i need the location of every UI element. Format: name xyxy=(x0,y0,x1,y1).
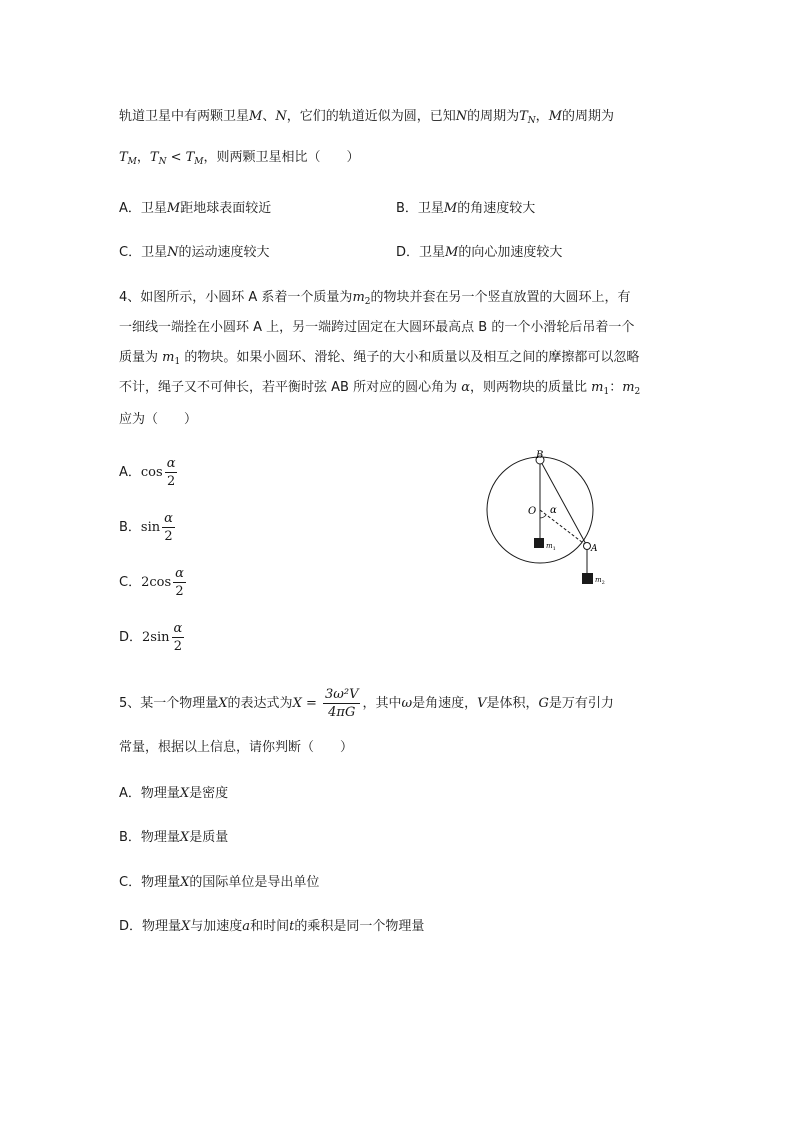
text: 与加速度 xyxy=(190,919,243,934)
var-x: X xyxy=(181,919,191,934)
q5-option-b xyxy=(119,828,228,848)
fraction xyxy=(162,510,175,545)
text: ： xyxy=(609,380,623,395)
var-x: X xyxy=(179,786,190,801)
subscript: N xyxy=(527,116,536,126)
q3-option-a xyxy=(119,199,271,219)
text: 是角速度， xyxy=(412,696,478,711)
var-x: X xyxy=(180,875,190,890)
q5-stem-line1 xyxy=(119,686,614,721)
numerator: α xyxy=(173,621,183,636)
text: 4、如图所示，小圆环 A 系着一个质量为 xyxy=(119,290,353,305)
text: A．物理量 xyxy=(119,786,180,801)
q4-stem-line5: 应为（ ） xyxy=(119,412,198,427)
text: D．卫星 xyxy=(396,245,446,260)
text: 的周期为 xyxy=(467,109,520,124)
subscript: 1 xyxy=(603,387,610,397)
denominator: 4πG xyxy=(328,705,356,720)
text: ，则两颗卫星相比（ ） xyxy=(203,150,360,165)
text: ，它们的轨道近似为圆，已知 xyxy=(286,109,456,124)
var: M xyxy=(445,245,459,260)
var-m: m xyxy=(591,380,604,395)
equation-fraction xyxy=(323,686,360,721)
text: C．卫星 xyxy=(119,245,168,260)
label-m1 xyxy=(546,542,556,552)
text: 轨道卫星中有两颗卫星 xyxy=(119,109,250,124)
text: B．卫星 xyxy=(396,201,444,216)
q4-option-c xyxy=(119,565,188,600)
numerator: α xyxy=(166,456,176,471)
var-t: t xyxy=(289,919,295,934)
var-n: N xyxy=(275,109,287,124)
option-label: D． xyxy=(119,630,143,645)
var-omega: ω xyxy=(401,696,413,711)
text: 的运动速度较大 xyxy=(178,245,270,260)
var-t: T xyxy=(119,150,128,165)
numerator: 3ω²V xyxy=(324,687,359,702)
text: 质量为 xyxy=(119,350,163,365)
text: ， xyxy=(535,109,549,124)
text: 的物块并套在另一个竖直放置的大圆环上，有 xyxy=(370,290,631,305)
q4-option-a xyxy=(119,455,179,490)
equation-lhs: X = xyxy=(292,696,321,711)
numerator: α xyxy=(175,566,184,581)
label-m1-base: m xyxy=(546,542,553,550)
q3-option-b xyxy=(396,199,535,219)
subscript: 1 xyxy=(174,357,181,367)
text: ，则两物块的质量比 xyxy=(470,380,592,395)
var-n: N xyxy=(455,109,468,124)
trig-function: sin xyxy=(150,630,170,645)
denominator: 2 xyxy=(164,529,173,544)
text: 5、某一个物理量 xyxy=(119,696,219,711)
text: 的表达式为 xyxy=(227,696,293,711)
block-m2 xyxy=(582,573,593,584)
coefficient: 2 xyxy=(141,575,150,590)
option-label: B． xyxy=(119,520,141,535)
label-m2 xyxy=(595,576,605,586)
text: 是体积， xyxy=(486,696,539,711)
text: D．物理量 xyxy=(119,919,182,934)
subscript: 2 xyxy=(364,297,371,307)
text: 、 xyxy=(262,109,276,124)
q3-stem-line2 xyxy=(119,148,360,172)
var-m: m xyxy=(162,350,175,365)
var: N xyxy=(167,245,179,260)
option-label: A． xyxy=(119,465,141,480)
var-m: m xyxy=(622,380,635,395)
q5-option-d xyxy=(119,917,424,937)
text: 是密度 xyxy=(189,786,229,801)
denominator: 2 xyxy=(175,584,184,599)
var-t: T xyxy=(519,109,528,124)
q3-option-c xyxy=(119,243,269,263)
var-alpha: α xyxy=(461,380,470,395)
q3-stem-line1 xyxy=(119,107,614,131)
var-m: m xyxy=(352,290,365,305)
var: M xyxy=(443,201,458,216)
var-t: T xyxy=(149,150,159,165)
text: 不计，绳子又不可伸长，若平衡时弦 AB 所对应的圆心角为 xyxy=(119,380,462,395)
q4-stem-line1 xyxy=(119,288,631,312)
label-b: B xyxy=(536,450,544,461)
denominator: 2 xyxy=(173,639,183,654)
text: 是质量 xyxy=(189,830,229,845)
q5-option-a xyxy=(119,784,228,804)
text: B．物理量 xyxy=(119,830,180,845)
subscript: M xyxy=(127,157,137,167)
trig-function: sin xyxy=(140,520,161,535)
text: ，其中 xyxy=(362,696,402,711)
text: A．卫星 xyxy=(119,201,167,216)
label-m2-sub: 2 xyxy=(601,580,605,586)
text: 的角速度较大 xyxy=(457,201,536,216)
subscript: M xyxy=(194,157,204,167)
coefficient: 2 xyxy=(142,630,151,645)
label-m2-base: m xyxy=(595,576,602,584)
trig-function: cos xyxy=(149,575,172,590)
q4-stem-line2: 一细线一端拴在小圆环 A 上，另一端跨过固定在大圆环最高点 B 的一个小滑轮后吊着一个 xyxy=(119,320,635,335)
var-v: V xyxy=(477,696,487,711)
q4-option-b xyxy=(119,510,177,545)
text: 的周期为 xyxy=(562,109,615,124)
radius-oa xyxy=(540,510,587,546)
block-m1 xyxy=(534,538,544,548)
fraction xyxy=(165,455,178,490)
ring-pulley-diagram xyxy=(470,448,620,593)
var: M xyxy=(166,201,181,216)
fraction xyxy=(173,565,186,600)
q4-stem-line4 xyxy=(119,378,640,402)
label-m1-sub: 1 xyxy=(552,546,556,552)
text: 的国际单位是导出单位 xyxy=(189,875,320,890)
fraction xyxy=(172,620,185,655)
subscript: N xyxy=(158,157,167,167)
var-x: X xyxy=(218,696,228,711)
q4-stem-line3 xyxy=(119,348,639,372)
label-o: O xyxy=(528,506,537,517)
text: C．物理量 xyxy=(119,875,181,890)
trig-function: cos xyxy=(140,465,163,480)
var-m: M xyxy=(249,109,263,124)
text: 和时间 xyxy=(250,919,290,934)
var-x: X xyxy=(179,830,190,845)
var-g: G xyxy=(538,696,549,711)
q4-option-d xyxy=(119,620,186,655)
q5-option-c xyxy=(119,873,319,893)
q5-stem-line2: 常量，根据以上信息，请你判断（ ） xyxy=(119,740,354,755)
text: 距地球表面较近 xyxy=(180,201,272,216)
denominator: 2 xyxy=(166,474,176,489)
subscript: 2 xyxy=(634,387,641,397)
label-alpha: α xyxy=(550,505,557,516)
text: ， xyxy=(136,150,150,165)
numerator: α xyxy=(164,511,173,526)
text: 的乘积是同一个物理量 xyxy=(294,919,425,934)
text: 的向心加速度较大 xyxy=(458,245,563,260)
string-ab xyxy=(540,460,587,546)
var-t: T xyxy=(185,150,195,165)
text: 的物块。如果小圆环、滑轮、绳子的大小和质量以及相互之间的摩擦都可以忽略 xyxy=(180,350,640,365)
angle-arc xyxy=(540,515,546,518)
q3-option-d xyxy=(396,243,562,263)
text: 是万有引力 xyxy=(548,696,614,711)
var-m: M xyxy=(548,109,562,124)
less-than: < xyxy=(166,150,186,165)
label-a: A xyxy=(591,544,598,554)
var-a: a xyxy=(242,919,251,934)
option-label: C． xyxy=(119,575,142,590)
small-ring-a xyxy=(584,543,591,550)
